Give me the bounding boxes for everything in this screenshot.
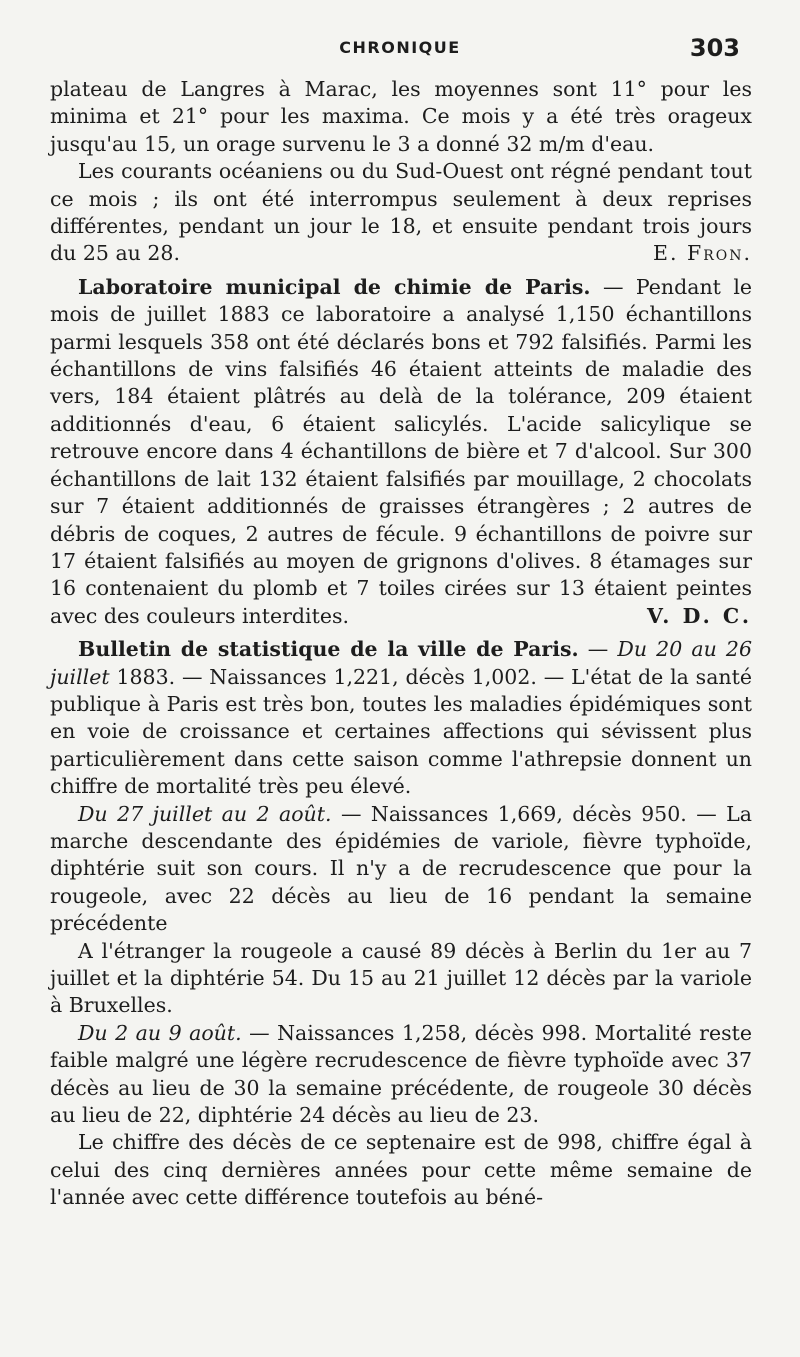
dash: — xyxy=(578,637,618,662)
paragraph-text: — Naissances 1,669, décès 950. — La marche descendante des épidémies de variole, fièvre typhoïde, diphtérie suit son cours. Il n'y a de recrudescence que pour la rougeole, avec 22 décès au lieu de 16 pendant la semaine précédente xyxy=(50,801,752,936)
running-head: CHRONIQUE xyxy=(339,38,461,57)
paragraph-text: Le chiffre des décès de ce septenaire est de 998, chiffre égal à celui des cinq dernières années pour cette même semaine de l'année avec cette différence toutefois au béné- xyxy=(50,1130,752,1210)
paragraph-septenaire xyxy=(50,1129,752,1211)
paragraph-laboratoire xyxy=(50,274,752,630)
section-title-laboratoire: Laboratoire municipal de chimie de Paris. xyxy=(78,274,591,299)
date-range: Du 2 au 9 août. xyxy=(78,1020,242,1045)
paragraph-text: plateau de Langres à Marac, les moyennes sont 11° pour les minima et 21° pour les maxima. Ce mois y a été très orageux jusqu'au 15, un orage survenu le 3 a donné 32 m/m d'eau. xyxy=(50,77,752,156)
paragraph-text: — Naissances 1,258, décès 998. Mortalité reste faible malgré une légère recrudescence de fièvre typhoïde avec 37 décès au lieu de 30 la semaine précédente, de rougeole 30 décès au lieu de 22, diphtérie 24 décès au lieu de 23. xyxy=(50,1020,752,1128)
page-header xyxy=(0,34,800,64)
date-range: Du 27 juillet au 2 août. xyxy=(78,801,332,826)
paragraph-text: — Pendant le mois de juillet 1883 ce laboratoire a analysé 1,150 échantillons parmi lesquels 358 ont été déclarés bons et 792 falsifiés. Parmi les échantillons de vins falsifiés 46 étaient atteints de maladie des vers, 184 étaient plâtrés au delà de la tolérance, 209 étaient additionnés d'eau, 6 étaient salicylés. L'acide salicylique se retrouve encore dans 4 échantillons de bière et 7 d'alcool. Sur 300 échantillons de lait 132 étaient falsifiés par mouillage, 2 chocolats sur 7 étaient additionnés de graisses étrangères ; 2 autres de débris de coques, 2 autres de fécule. 9 échantillons de poivre sur 17 étaient falsifiés au moyen de grignons d'olives. 8 étamages sur 16 contenaient du plomb et 7 toiles cirées sur 13 étaient peintes avec des couleurs interdites. xyxy=(50,274,753,628)
section-title-bulletin: Bulletin de statistique de la ville de Paris. xyxy=(78,637,579,662)
paragraph-text: 1883. — Naissances 1,221, décès 1,002. — L'état de la santé publique à Paris est très bon, toutes les maladies épidémiques sont en voie de croissance et certaines affections qui sévissent plus particulièrement dans cette saison comme l'athrepsie donnent un chiffre de mortalité très peu élevé. xyxy=(50,664,752,799)
signature-fron: E. Fron. xyxy=(652,241,752,266)
paragraph-week-2 xyxy=(50,801,752,938)
paragraph-text: Les courants océaniens ou du Sud-Ouest ont régné pendant tout ce mois ; ils ont été interrompus seulement à deux reprises différentes, pendant un jour le 18, et ensuite pendant trois jours du 25 au 28. xyxy=(50,159,752,266)
body-text xyxy=(50,76,752,1212)
paragraph-meteo-end xyxy=(50,76,752,158)
paragraph-week-3 xyxy=(50,1020,752,1130)
page-number: 303 xyxy=(689,34,740,62)
paragraph-text: A l'étranger la rougeole a causé 89 décès à Berlin du 1er au 7 juillet et la diphtérie 54. Du 15 au 21 juillet 12 décès par la variole à Bruxelles. xyxy=(50,938,752,1018)
date-range: Du 20 au 26 juillet xyxy=(50,637,752,689)
paragraph-bulletin xyxy=(50,636,752,800)
paragraph-courants xyxy=(50,158,752,268)
signature-vdc: V. D. C. xyxy=(646,603,752,628)
paragraph-etranger xyxy=(50,938,752,1020)
